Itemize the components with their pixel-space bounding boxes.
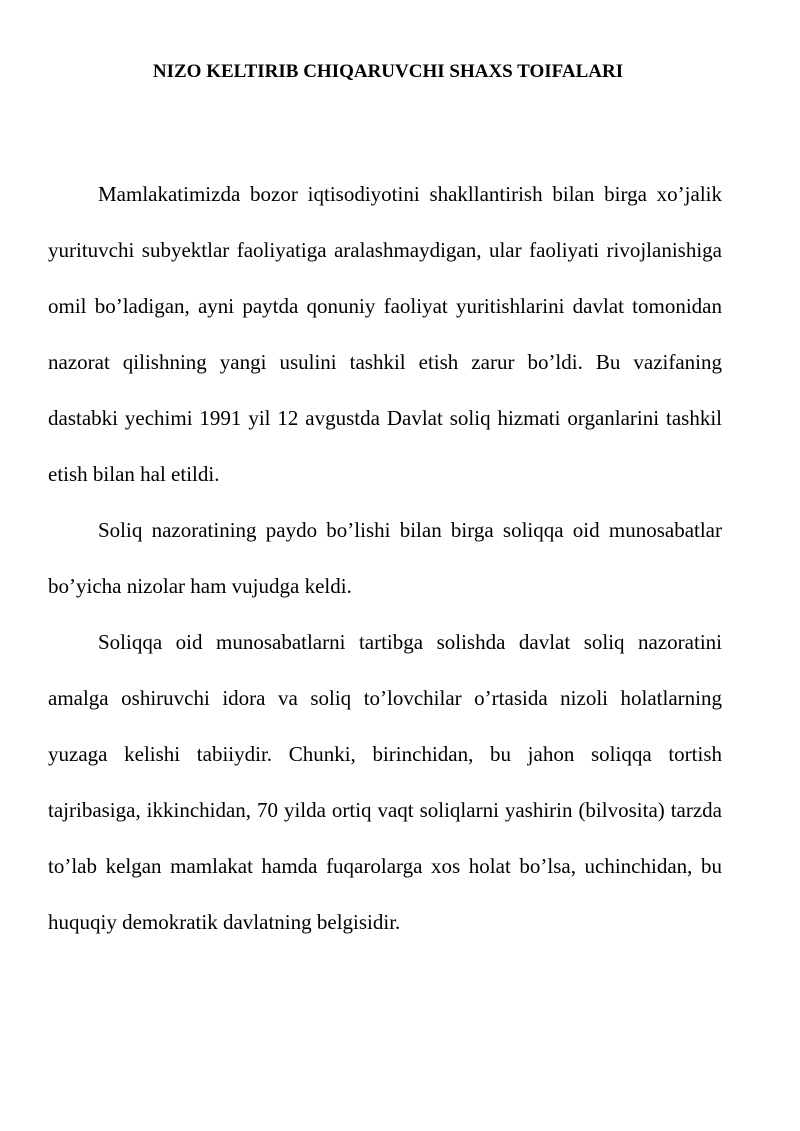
paragraph-2: Soliq nazoratining paydo bo’lishi bilan birga soliqqa oid munosabatlar bo’yicha nizolar ham vujudga keldi. <box>48 518 722 598</box>
paragraph-3: Soliqqa oid munosabatlarni tartibga solishda davlat soliq nazoratini amalga oshiruvchi idora va soliq to’lovchilar o’rtasida nizoli holatlarning yuzaga kelishi tabiiydir. Chunki, birinchidan, bu jahon soliqqa tortish tajribasiga, ikkinchidan, 70 yilda ortiq vaqt soliqlarni yashirin (bilvosita) tarzda to’lab kelgan mamlakat hamda fuqarolarga xos holat bo’lsa, uchinchidan, bu huquqiy demokratik davlatning belgisidir. <box>48 630 722 934</box>
document-title: NIZO KELTIRIB CHIQARUVCHI SHAXS TOIFALARI <box>152 61 624 82</box>
document-body <box>48 166 722 950</box>
paragraph-1: Mamlakatimizda bozor iqtisodiyotini shakllantirish bilan birga xo’jalik yurituvchi subyektlar faoliyatiga aralashmaydigan, ular faoliyati rivojlanishiga omil bo’ladigan, ayni paytda qonuniy faoliyat yuritishlarini davlat tomonidan nazorat qilishning yangi usulini tashkil etish zarur bo’ldi. Bu vazifaning dastabki yechimi 1991 yil 12 avgustda Davlat soliq hizmati organlarini tashkil etish bilan hal etildi. <box>48 182 722 486</box>
